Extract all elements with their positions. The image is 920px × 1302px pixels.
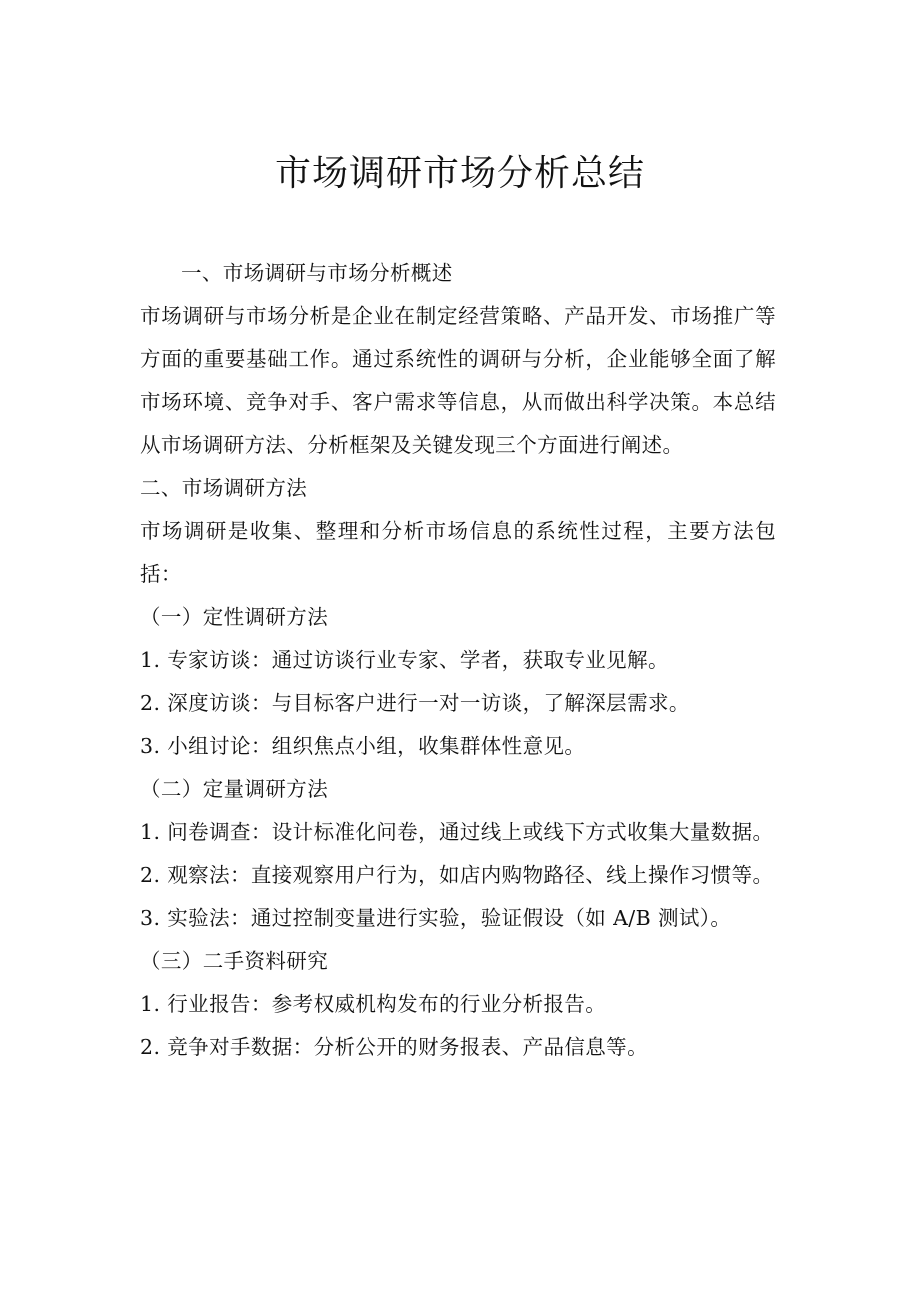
document-body (140, 252, 776, 1069)
document-title: 市场调研市场分析总结 (274, 153, 645, 194)
list-item: 1. 行业报告：参考权威机构发布的行业分析报告。 (140, 992, 607, 1016)
section-heading-overview: 一、市场调研与市场分析概述 (181, 261, 453, 285)
list-item: 2. 深度访谈：与目标客户进行一对一访谈，了解深层需求。 (140, 691, 690, 715)
list-item: 3. 实验法：通过控制变量进行实验，验证假设（如 A/B 测试）。 (140, 906, 732, 930)
paragraph-overview: 市场调研与市场分析是企业在制定经营策略、产品开发、市场推广等方面的重要基础工作。通过系统性的调研与分析，企业能够全面了解市场环境、竞争对手、客户需求等信息，从而做出科学决策。本总结从市场调研方法、分析框架及关键发现三个方面进行阐述。 (140, 304, 776, 457)
paragraph-methods-intro: 市场调研是收集、整理和分析市场信息的系统性过程，主要方法包括： (140, 519, 776, 586)
list-item: 2. 竞争对手数据：分析公开的财务报表、产品信息等。 (140, 1035, 648, 1059)
subheading-quantitative: （二）定量调研方法 (140, 777, 329, 801)
section-heading-methods: 二、市场调研方法 (140, 476, 308, 500)
list-item: 3. 小组讨论：组织焦点小组，收集群体性意见。 (140, 734, 586, 758)
list-item: 2. 观察法：直接观察用户行为，如店内购物路径、线上操作习惯等。 (140, 863, 774, 887)
list-item: 1. 专家访谈：通过访谈行业专家、学者，获取专业见解。 (140, 648, 669, 672)
list-item: 1. 问卷调查：设计标准化问卷，通过线上或线下方式收集大量数据。 (140, 820, 774, 844)
subheading-qualitative: （一）定性调研方法 (140, 605, 329, 629)
subheading-secondary: （三）二手资料研究 (140, 949, 329, 973)
